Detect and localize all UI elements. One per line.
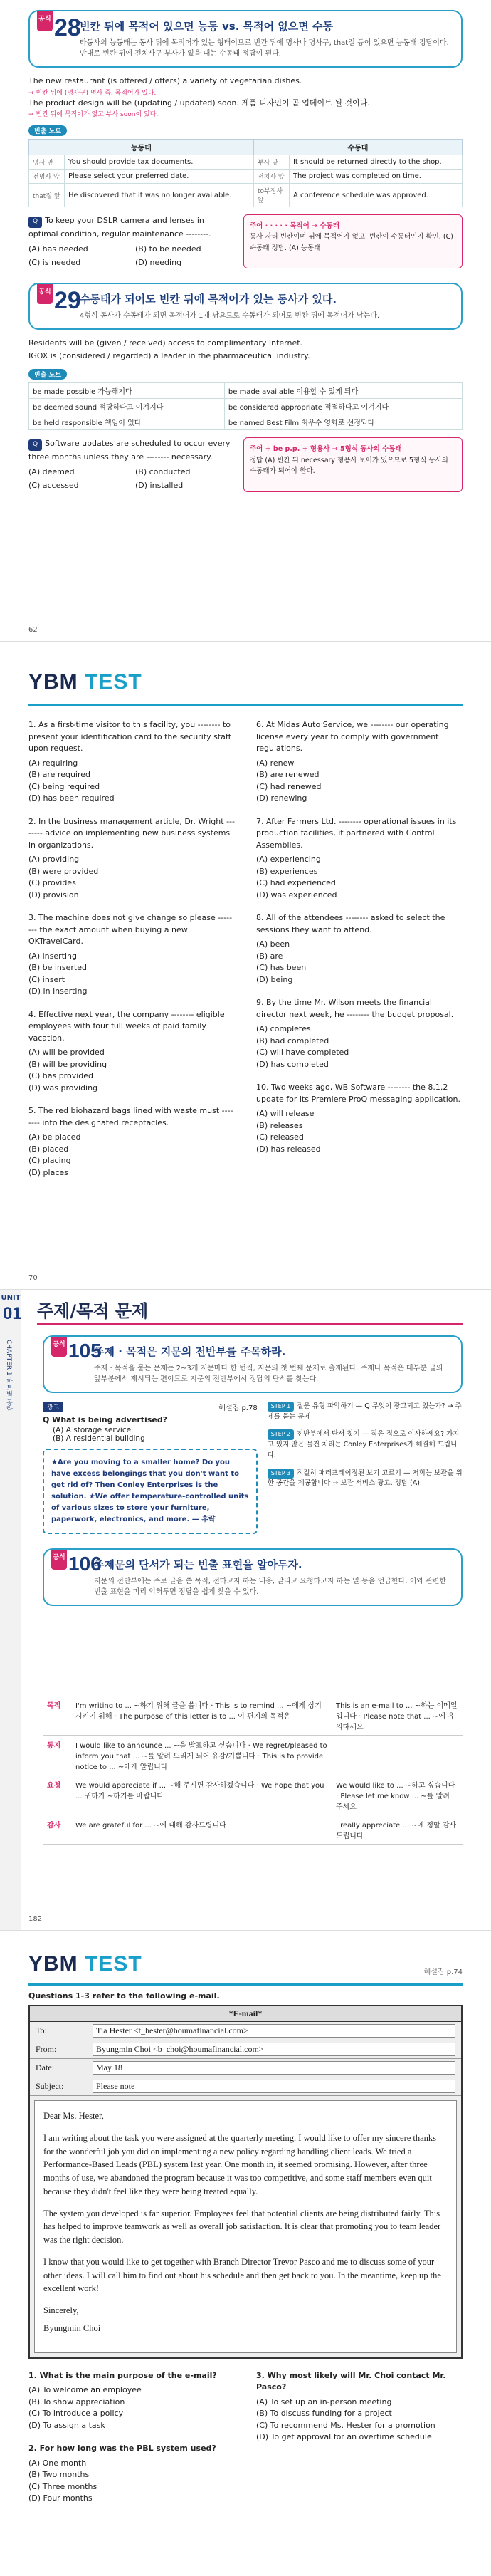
answer-option[interactable]: (C) To recommend Ms. Hester for a promotion — [256, 2420, 435, 2430]
question-chip: Q — [28, 439, 42, 451]
question-text: Q What is being advertised? — [43, 1415, 168, 1424]
table-row: 목적 I'm writing to ... ~하기 위해 글을 씁니다 · This is to remind ... ~에게 상기시키기 위해 · The purpose of this letter is to ... 이 편지의 목적은 This is an e-mail to ... ~하는 이메일입니다 · Please note that ... ~에 유의하세요 — [43, 1696, 463, 1736]
answer-option[interactable]: (B) To show appreciation — [28, 2397, 125, 2406]
verb-table — [28, 382, 463, 430]
answer-option[interactable]: (A) To welcome an employee — [28, 2385, 142, 2394]
table-header: 수동태 — [253, 140, 462, 155]
table-row: be deemed sound 적당하다고 여겨지다 be considered appropriate 적절하다고 여겨지다 — [29, 399, 463, 414]
answer-option[interactable]: (A) will release — [256, 1109, 315, 1118]
email-date-field: May 18 — [93, 2061, 455, 2075]
answer-option[interactable]: (C) released — [256, 1132, 304, 1142]
rule-desc: 지문의 전반부에는 주로 글을 쓴 목적, 전하고자 하는 내용, 알리고 요청하고자 하는 일 등을 언급한다. 이와 관련한 빈출 표현을 미리 익혀두면 정답을 쉽게 찾을 수 있다. — [94, 1578, 447, 1596]
answer-option[interactable]: (B) are — [256, 951, 283, 961]
answer-option[interactable]: (D) places — [28, 1167, 68, 1177]
divider — [28, 1983, 463, 1986]
answer-option[interactable]: (B) will be providing — [28, 1059, 107, 1069]
unit-label: UNIT — [1, 1294, 21, 1302]
hint-box: 주어 + be p.p. + 형용사 → 5형식 동사의 수동태 정답 (A) 빈칸 뒤 necessary 형용사 보어가 있으므로 5형식 동사의 수동태가 되어야 한다. — [243, 437, 463, 491]
answer-option[interactable]: (D) provision — [28, 890, 79, 899]
page-grammar-voice — [0, 0, 491, 641]
answer-option[interactable]: (D) needing — [135, 258, 182, 268]
answer-option[interactable]: (D) To assign a task — [28, 2420, 105, 2430]
answer-option[interactable]: (C) had experienced — [256, 878, 336, 887]
answer-option[interactable]: (D) in inserting — [28, 986, 88, 996]
question-columns — [28, 719, 463, 1190]
rule-badge: 공식 — [37, 284, 53, 304]
table-row: 전명사 앞 Please select your preferred date. 전치사 앞 The project was completed on time. — [29, 170, 463, 184]
answer-option[interactable]: (C) Three months — [28, 2481, 97, 2491]
answer-option[interactable]: (D) renewing — [256, 793, 307, 803]
answer-option[interactable]: (A) To set up an in-person meeting — [256, 2397, 392, 2406]
question-item: 9. By the time Mr. Wilson meets the financial director next week, he -------- the budget proposal. (A) completes (B) had completed (C) will have completed (D) has completed — [256, 997, 463, 1070]
chapter-label: CHAPTER 1 파트별 공략 — [5, 1340, 12, 1412]
answer-option[interactable]: (C) provides — [28, 878, 76, 887]
example-sentence: IGOX is (considered / regarded) a leader in the pharmaceutical industry. — [28, 350, 310, 360]
answer-option[interactable]: (A) completes — [256, 1024, 311, 1033]
answer-option[interactable]: (B) A residential building — [53, 1434, 145, 1443]
rule-title: 빈칸 뒤에 목적어 있으면 능동 vs. 목적어 없으면 수동 — [80, 20, 333, 33]
answer-option[interactable]: (A) requiring — [28, 758, 78, 768]
answer-option[interactable]: (D) To get approval for an overtime schedule — [256, 2432, 432, 2441]
ybm-test-logo: YBM TEST — [28, 670, 142, 694]
email-subject-row: Subject: Please note — [30, 2077, 461, 2096]
question-item: 3. Why most likely will Mr. Choi contact Mr. Pasco? (A) To set up an in-person meeting (B) To discuss funding for a project (C) To recommend Ms. Hester for a promotion (D) To get approval for an overtime schedule — [256, 2370, 463, 2444]
page-ybm-test-1 — [0, 641, 491, 1289]
page-number: 62 — [28, 626, 38, 634]
divider — [37, 1323, 463, 1325]
question-column-left — [28, 719, 235, 1190]
answer-option[interactable]: (A) providing — [28, 855, 80, 864]
practice-question: Q Software updates are scheduled to occur every three months unless they are -------- necessary. (A) deemed (B) conducted (C) accessed (D) installed — [28, 437, 235, 491]
answer-option[interactable]: (D) installed — [135, 481, 184, 491]
table-row: that절 앞 He discovered that it was no longer available. to부정사 앞 A conference schedule was approved. — [29, 184, 463, 207]
rule-badge: 공식 — [51, 1337, 67, 1357]
question-item: 8. All of the attendees -------- asked to select the sessions they want to attend. (A) been (B) are (C) has been (D) being — [256, 912, 463, 986]
rule-number: 29 — [54, 287, 81, 315]
answer-option[interactable]: (C) To introduce a policy — [28, 2409, 124, 2418]
example-sentence: The new restaurant (is offered / offers) a variety of vegetarian dishes. — [28, 76, 302, 85]
answer-option[interactable]: (D) was providing — [28, 1083, 98, 1093]
answer-ref: 해설집 p.78 — [218, 1404, 258, 1412]
example-sentence: The product design will be (updating / updated) soon. 제품 디자인이 곧 업데이트 될 것이다. — [28, 98, 370, 108]
table-row: 명사 앞 You should provide tax documents. 부사 앞 It should be returned directly to the shop. — [29, 155, 463, 170]
question-column-right — [256, 2370, 463, 2516]
page-number: 182 — [28, 1915, 43, 1923]
rule-number: 28 — [54, 14, 81, 41]
answer-option[interactable]: (A) be placed — [28, 1132, 81, 1142]
example-note: → 빈칸 뒤에 목적어가 없고 부사 soon이 있다. — [28, 111, 159, 119]
answer-option[interactable]: (A) has needed — [28, 244, 88, 254]
answer-option[interactable]: (B) experiences — [256, 866, 318, 876]
answer-option[interactable]: (A) experiencing — [256, 855, 321, 864]
answer-option[interactable]: (B) Two months — [28, 2470, 90, 2479]
answer-option[interactable]: (C) accessed — [28, 481, 79, 491]
rule-title: 주제 · 목적은 지문의 전반부를 주목하라. — [94, 1345, 286, 1358]
example-sentence: Residents will be (given / received) access to complimentary Internet. — [28, 338, 303, 348]
rule-box-29 — [28, 283, 463, 330]
answer-option[interactable]: (A) will be provided — [28, 1048, 105, 1057]
question-item: 10. Two weeks ago, WB Software -------- the 8.1.2 update for its Premiere ProQ messaging application. (A) will release (B) releases (C) released (D) has released — [256, 1082, 463, 1155]
answer-option[interactable]: (B) are renewed — [256, 770, 320, 779]
page-topic-purpose — [0, 1289, 491, 1930]
ad-tag: 광고 — [43, 1402, 63, 1412]
email-title: *E-mail* — [30, 2006, 461, 2022]
rule-box-28 — [28, 10, 463, 68]
answer-option[interactable]: (B) releases — [256, 1120, 303, 1130]
answer-option[interactable]: (A) One month — [28, 2458, 87, 2468]
practice-question: Q To keep your DSLR camera and lenses in optimal condition, regular maintenance --------. (A) has needed (B) to be needed (C) is needed (D) needing — [28, 214, 235, 268]
divider — [28, 704, 463, 706]
rule-desc: 4형식 동사가 수동태가 되면 목적어가 1개 남으므로 수동태가 되어도 빈칸 뒤에 목적어가 남는다. — [80, 312, 380, 320]
table-row: 통지 I would like to announce ... ~을 발표하고 싶습니다 · We regret/pleased to inform you that ... ~를 알려 드리게 되어 유감/기쁩니다 · This is to provide notice to ... ~에게 알립니다 — [43, 1736, 463, 1775]
question-intro: Questions 1-3 refer to the following e-mail. — [28, 1991, 220, 2001]
unit-number: 01 — [3, 1304, 22, 1323]
email-date-row: Date: May 18 — [30, 2059, 461, 2077]
voice-table — [28, 139, 463, 207]
answer-option[interactable]: (C) will have completed — [256, 1048, 349, 1057]
page-number: 70 — [28, 1274, 38, 1282]
step-item: STEP 3 적절히 패러프레이징된 보기 고르기 — 저희는 보관을 위한 공간을 제공합니다 → 보관 서비스 광고. 정답 (A) — [267, 1469, 463, 1488]
email-body: Dear Ms. Hester, I am writing about the task you were assigned at the quarterly meeting. I would like to offer my sincere thanks for the wonderful job you did on implementing a new policy regarding handling client leads. We tried a Performance-Based Leads (PBL) system last year. One month in, it seemed promising. However, after three months of use, we abandoned the program because it was too competitive, and some staff members even quit because they didn't feel like they were being treated equally. The system you developed is far superior. Employees feel that potential clients are being distributed fairly. This has helped to improve teamwork as well as overall job satisfaction. It is clear that promoting you to team leader was the right decision. I know that you would like to get together with Branch Director Trevor Pasco and me to discuss some of your other ideas. I will call him to find out about his schedule and then get back to you. In the meantime, keep up the excellent work! Sincerely, Byungmin Choi — [34, 2100, 457, 2353]
answer-option[interactable]: (C) has been — [256, 963, 307, 972]
answer-option[interactable]: (A) renew — [256, 758, 295, 768]
question-item: 2. In the business management article, Dr. Wright -------- advice on implementing new business systems in organizations. (A) providing (B) were provided (C) provides (D) provision — [28, 816, 235, 902]
answer-option[interactable]: (D) has released — [256, 1144, 321, 1154]
answer-option[interactable]: (A) A storage service — [53, 1426, 132, 1434]
email-subject-field: Please note — [93, 2080, 455, 2093]
question-item: 7. After Farmers Ltd. -------- operational issues in its production facilities, it partnered with Control Assemblies. (A) experiencing (B) experiences (C) had experienced (D) was experienced — [256, 816, 463, 902]
expression-table — [43, 1696, 463, 1845]
step-item: STEP 1 질문 유형 파악하기 — Q 무엇이 광고되고 있는가? → 주제를 묻는 문제 — [267, 1402, 462, 1421]
question-column-right — [256, 719, 463, 1190]
question-item: 1. As a first-time visitor to this facility, you -------- to present your identification card to the security staff upon request. (A) requiring (B) are required (C) being required (D) has been required — [28, 719, 235, 805]
answer-option[interactable]: (A) inserting — [28, 951, 77, 961]
answer-option[interactable]: (B) to be needed — [135, 244, 201, 254]
rule-title: 수동태가 되어도 빈칸 뒤에 목적어가 있는 동사가 있다. — [80, 293, 337, 306]
rule-desc: 타동사의 능동태는 동사 뒤에 목적어가 있는 형태이므로 빈칸 뒤에 명사나 명사구, that절 등이 있으면 능동태 정답이다. 반대로 빈칸 뒤에 전치사구 부사가 있을 때는 수동태 정답이 된다. — [80, 39, 449, 58]
answer-option[interactable]: (C) has provided — [28, 1071, 93, 1080]
answer-option[interactable]: (B) To discuss funding for a project — [256, 2409, 392, 2418]
answer-option[interactable]: (D) has completed — [256, 1059, 329, 1069]
answer-option[interactable]: (A) deemed — [28, 467, 75, 477]
question-item: 4. Effective next year, the company -------- eligible employees with four full weeks of paid family vacation. (A) will be provided (B) will be providing (C) has provided (D) was providing — [28, 1009, 235, 1095]
answer-option[interactable]: (D) was experienced — [256, 890, 337, 899]
answer-option[interactable]: (C) placing — [28, 1156, 71, 1165]
answer-option[interactable]: (C) being required — [28, 781, 100, 791]
rule-number: 106 — [68, 1553, 102, 1575]
question-chip: Q — [28, 217, 42, 228]
question-item: 1. What is the main purpose of the e-mail? (A) To welcome an employee (B) To show appreciation (C) To introduce a policy (D) To assign a task — [28, 2370, 235, 2432]
answer-option[interactable]: (A) been — [256, 939, 290, 949]
rule-badge: 공식 — [51, 1550, 67, 1570]
answer-option[interactable]: (B) conducted — [135, 467, 191, 477]
question-columns — [28, 2370, 463, 2516]
rule-box-105 — [43, 1335, 463, 1393]
question-item: 6. At Midas Auto Service, we -------- our operating license every year to comply with government regulations. (A) renew (B) are renewed (C) had renewed (D) renewing — [256, 719, 463, 805]
rule-badge: 공식 — [37, 11, 53, 31]
rule-box-106 — [43, 1548, 463, 1606]
page-ybm-test-2 — [0, 1930, 491, 2576]
answer-option[interactable]: (D) has been required — [28, 793, 115, 803]
answer-ref: 해설집 p.74 — [423, 1968, 463, 1976]
answer-option[interactable]: (B) placed — [28, 1144, 69, 1154]
step-item: STEP 2 전반부에서 단서 찾기 — 작은 집으로 이사하세요? 가지고 있지 않은 물건 처리는 Conley Enterprises가 해결해 드립니다. — [267, 1430, 460, 1459]
email-window — [28, 2005, 463, 2359]
table-row: be held responsible 책임이 있다 be named Best Film 최우수 영화로 선정되다 — [29, 414, 463, 430]
rule-desc: 주제 · 목적을 묻는 문제는 2~3개 지문마다 한 번씩, 지문의 첫 번째 문제로 출제된다. 주제나 목적은 대부분 글의 앞부분에서 제시되는 편이므로 지문의 전반부에서 정답의 단서를 찾는다. — [94, 1365, 443, 1383]
table-header: 능동태 — [29, 140, 254, 155]
practice-row — [28, 437, 463, 491]
email-from-field: Byungmin Choi <b_choi@houmafinancial.com> — [93, 2043, 455, 2056]
example-note: → 빈칸 뒤에 (명사구) 명사 즉, 목적어가 있다. — [28, 89, 157, 97]
question-item: 5. The red biohazard bags lined with waste must -------- into the designated receptacles. (A) be placed (B) placed (C) placing (D) places — [28, 1105, 235, 1179]
email-to-field: Tia Hester <t_hester@houmafinancial.com> — [93, 2024, 455, 2038]
table-row: 요청 We would appreciate if ... ~해 주시면 감사하겠습니다 · We hope that you ... 귀하가 ~하기를 바랍니다 We would like to ... ~하고 싶습니다 · Please let me know ... ~를 알려 주세요 — [43, 1775, 463, 1815]
note-tag: 빈출 노트 — [28, 125, 67, 136]
email-to-row: To: Tia Hester <t_hester@houmafinancial.com> — [30, 2022, 461, 2040]
unit-title: 주제/목적 문제 — [37, 1301, 149, 1321]
answer-option[interactable]: (C) had renewed — [256, 781, 322, 791]
table-row: be made possible 가능해지다 be made available 이용할 수 있게 되다 — [29, 383, 463, 399]
answer-option[interactable]: (D) Four months — [28, 2493, 93, 2503]
ad-passage: ★Are you moving to a smaller home? Do you have excess belongings that you don't want to get rid of? Then Conley Enterprises is the solution. ★We offer temperature-controlled units of various sizes to store your furniture, paperwork, electronics, and more. — 후략 — [43, 1449, 258, 1534]
ybm-test-logo: YBM TEST — [28, 1952, 142, 1976]
note-tag: 빈출 노트 — [28, 369, 67, 380]
hint-box: 주어 · · · · · 목적어 → 수동태 동사 자리 빈칸이며 뒤에 목적어가 없고, 빈칸이 수동태인지 확인. (C) 수동태 정답. (A) 능동태 — [243, 214, 463, 268]
answer-option[interactable]: (B) were provided — [28, 866, 99, 876]
question-item: 3. The machine does not give change so please -------- the exact amount when buying a new OKTravelCard. (A) inserting (B) be inserted (C) insert (D) in inserting — [28, 912, 235, 998]
table-row: 감사 We are grateful for ... ~에 대해 감사드립니다 I really appreciate ... ~에 정말 감사드립니다 — [43, 1815, 463, 1845]
answer-option[interactable]: (D) being — [256, 974, 293, 984]
answer-option[interactable]: (B) had completed — [256, 1036, 329, 1045]
rule-number: 105 — [68, 1340, 102, 1362]
rule-title: 주제문의 단서가 되는 빈출 표현을 알아두자. — [94, 1558, 302, 1571]
question-item: 2. For how long was the PBL system used? (A) One month (B) Two months (C) Three months (D) Four months — [28, 2443, 235, 2505]
answer-option[interactable]: (C) insert — [28, 974, 65, 984]
step-guide — [268, 1402, 463, 1534]
answer-option[interactable]: (B) are required — [28, 770, 91, 779]
email-from-row: From: Byungmin Choi <b_choi@houmafinancial.com> — [30, 2040, 461, 2059]
practice-row — [28, 214, 463, 268]
answer-option[interactable]: (B) be inserted — [28, 963, 87, 972]
question-column-left — [28, 2370, 235, 2516]
answer-option[interactable]: (C) is needed — [28, 258, 81, 268]
